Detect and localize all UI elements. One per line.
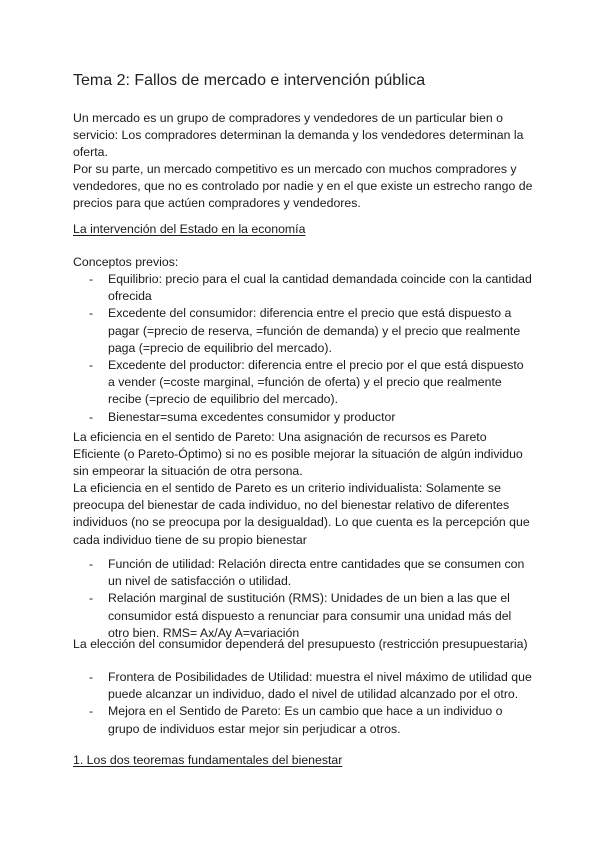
conceptos-list — [73, 271, 533, 426]
list-item-text: Equilibrio: precio para el cual la cantidad demandada coincide con la cantidad ofrecida — [108, 272, 532, 304]
list-item-text: Mejora en el Sentido de Pareto: Es un cambio que hace a un individuo o grupo de individuos estar mejor sin perjudicar a otros. — [108, 704, 503, 736]
list-item-text: Excedente del consumidor: diferencia entre el precio que está dispuesto a pagar (=precio de reserva, =función de demanda) y el precio que realmente paga (=precio de equilibrio del mercado). — [108, 306, 521, 355]
dash-bullet: - — [89, 591, 94, 606]
intro-paragraph-2: Por su parte, un mercado competitivo es un mercado con muchos compradores y vendedores, que no es controlado por nadie y en el que existe un estrecho rango de precios para que actúen compradores y vendedores. — [73, 162, 533, 211]
dash-bullet: - — [89, 557, 94, 571]
section-heading-intervencion: La intervención del Estado en la economía — [73, 222, 306, 236]
dash-bullet: - — [89, 670, 94, 684]
conceptos-label: Conceptos previos: — [73, 255, 179, 269]
eleccion-paragraph: La elección del consumidor dependerá del presupuesto (restricción presupuestaria) — [73, 637, 528, 651]
intro-paragraph-1: Un mercado es un grupo de compradores y vendedores de un particular bien o servicio: Los compradores determinan la demanda y los vendedores determinan la oferta. — [73, 111, 524, 160]
list-item-text: Función de utilidad: Relación directa entre cantidades que se consumen con un nivel de satisfacción o utilidad. — [108, 557, 525, 589]
document-title: Tema 2: Fallos de mercado e intervención pública — [73, 72, 426, 89]
list-item — [73, 305, 533, 357]
list-item — [73, 409, 533, 426]
list-item-text: Excedente del productor: diferencia entre el precio por el que está dispuesto a vender (=coste marginal, =función de oferta) y el precio que realmente recibe (=precio de equilibrio del mercado). — [108, 358, 524, 407]
list-item-text: Frontera de Posibilidades de Utilidad: muestra el nivel máximo de utilidad que puede alcanzar un individuo, dado el nivel de utilidad alcanzado por el otro. — [108, 670, 532, 702]
list-item — [73, 556, 533, 590]
list-item-text: Relación marginal de sustitución (RMS): Unidades de un bien a las que el consumidor está dispuesto a renunciar para consumir una unidad más del otro bien. RMS= Ax/Ay A=variación — [108, 591, 512, 640]
dash-bullet: - — [89, 306, 94, 321]
dash-bullet: - — [89, 272, 94, 286]
pareto-paragraph-2: La eficiencia en el sentido de Pareto es un criterio individualista: Solamente se preocupa del bienestar de cada individuo, no del bienestar relativo de diferentes individuos (no se preocupa por la desigualdad). Lo que cuenta es la percepción que cada individuo tiene de su propio bienestar — [73, 481, 530, 547]
list-item — [73, 357, 533, 409]
list-item — [73, 271, 533, 305]
frontera-list — [73, 669, 533, 738]
dash-bullet: - — [89, 409, 94, 424]
list-item — [73, 590, 533, 642]
utilidad-list — [73, 556, 533, 642]
pareto-paragraph-1: La eficiencia en el sentido de Pareto: Una asignación de recursos es Pareto Eficiente (o Pareto-Óptimo) si no es posible mejorar la situación de algún individuo sin empeorar la situación de otra persona. — [73, 430, 523, 479]
list-item — [73, 703, 533, 737]
dash-bullet: - — [89, 704, 94, 719]
dash-bullet: - — [89, 358, 94, 373]
section-heading-teoremas: 1. Los dos teoremas fundamentales del bienestar — [73, 753, 343, 767]
list-item-text: Bienestar=suma excedentes consumidor y productor — [108, 409, 396, 424]
list-item — [73, 669, 533, 703]
